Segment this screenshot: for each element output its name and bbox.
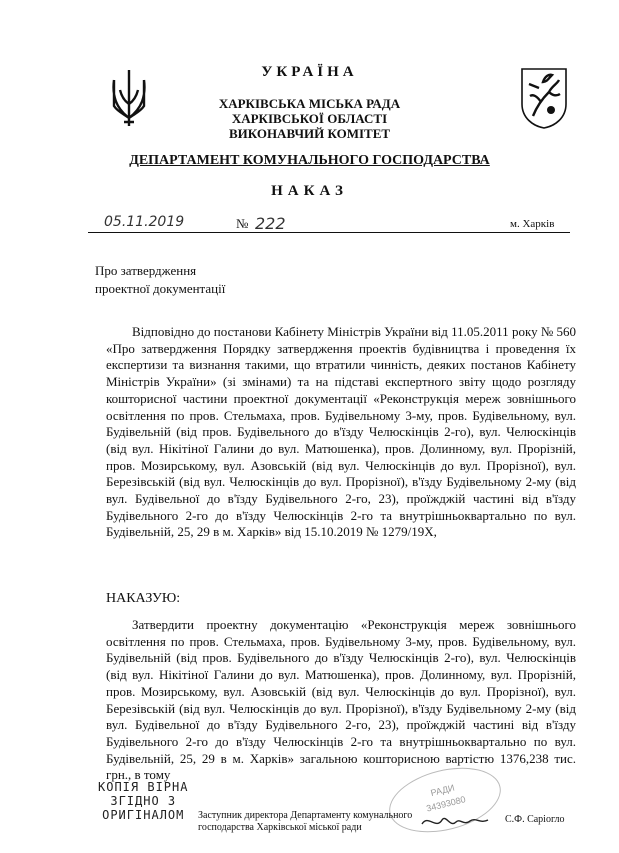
order-date: 05.11.2019 (104, 214, 185, 230)
copy-stamp-line: КОПІЯ ВІРНА (98, 780, 189, 794)
order-item-1 (106, 617, 576, 784)
council-line: ВИКОНАВЧИЙ КОМІТЕТ (228, 126, 391, 141)
city: м. Харків (510, 218, 555, 230)
copy-stamp-line: ЗГІДНО З (110, 794, 177, 808)
preamble-text: Відповідно до постанови Кабінету Міністрів України від 11.05.2011 року № 560 «Про затвердження Порядку затвердження проектів будівництва і проведення їх експертизи та визнання такими, що втратили чинність, деяких постанов Кабінету Міністрів України» (зі змінами) та на підставі експертного звіту щодо розгляду кошторисної частини проектної документації «Реконструкція мереж зовнішнього освітлення по пров. Стельмаха, пров. Будівельному 3-му, пров. Будівельному, вул. Будівельній (від пров. Будівельного до в'їзду Челюскінців 2-го), вул. Челюскінців (від вул. Нікітіної Галини до вул. Матюшенка), пров. Долинному, вул. Прорізній, пров. Мозирському, вул. Азовській (від вул. Челюскінців до вул. Прорізної), вул. Березівській (від вул. Челюскінців до вул. Прорізної), в'їзду Будівельному 2-му (від вул. Будівельної до в'їзду Будівельного 2-го, 23), проїжджій частині від в'їзду Будівельного 2-го до в'їзду Челюскінців 2-го та внутрішньоквартально по вул. Будівельній, 25, 29 в м. Харків» від 15.10.2019 № 1279/19Х, (106, 324, 576, 540)
stamp-line: РАДИ (429, 782, 456, 799)
signatory-title-line: Заступник директора Департаменту комунального (198, 810, 413, 821)
preamble-paragraph (106, 324, 576, 541)
signatory-title-line: господарства Харківської міської ради (198, 822, 362, 833)
country-title: УКРАЇНА (261, 64, 358, 80)
order-number-label: № (236, 216, 249, 231)
signatory-title (198, 810, 412, 834)
handwritten-signature (420, 812, 490, 832)
order-item-text: Затвердити проектну документацію «Реконструкція мереж зовнішнього освітлення по пров. Стельмаха, пров. Будівельному 3-му, пров. Будівельному, вул. Будівельній (від пров. Будівельного до в'їзду Челюскінців 2-го), вул. Челюскінців (від вул. Нікітіної Галини до вул. Матюшенка), пров. Долинному, вул. Прорізній, пров. Мозирському, вул. Азовській (від вул. Челюскінців до вул. Прорізної), вул. Березівській (від вул. Челюскінців до вул. Прорізної), в'їзду Будівельному 2-му (від вул. Будівельної до в'їзду Будівельного 2-го, 23), проїжджій частині від в'їзду Будівельного 2-го до в'їзду Челюскінців 2-го та внутрішньоквартально по вул. Будівельній, 25, 29 в м. Харків» загальною кошторисною вартістю 1376,238 тис. грн., в тому (106, 617, 576, 783)
department-title: ДЕПАРТАМЕНТ КОМУНАЛЬНОГО ГОСПОДАРСТВА (129, 153, 490, 168)
order-word: НАКАЗУЮ: (106, 591, 181, 606)
stamp-line: 34393080 (425, 794, 467, 814)
subject-line: проектної документації (95, 281, 226, 296)
council-block (0, 96, 619, 141)
council-line: ХАРКІВСЬКА МІСЬКА РАДА (218, 96, 401, 111)
signatory-name: С.Ф. Саріогло (505, 814, 565, 825)
document-type: НАКАЗ (271, 183, 348, 199)
copy-certified-stamp (98, 780, 188, 822)
council-line: ХАРКІВСЬКОЇ ОБЛАСТІ (231, 111, 388, 126)
subject-line: Про затвердження (95, 263, 197, 278)
copy-stamp-line: ОРИГІНАЛОМ (102, 808, 185, 822)
subject (95, 262, 225, 298)
date-line (88, 232, 570, 233)
order-number: 222 (255, 214, 286, 233)
